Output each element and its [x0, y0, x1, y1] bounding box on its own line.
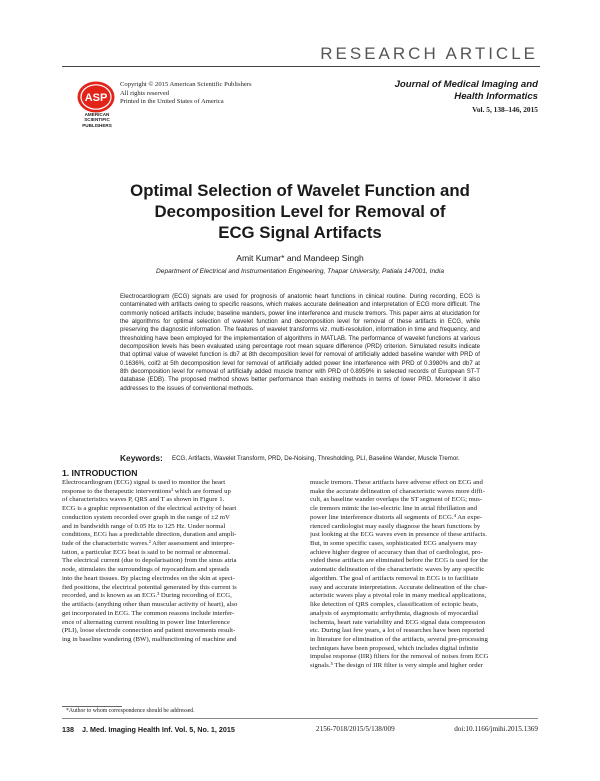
body-text-line: in literature for elimination of the artifacts, several pre-processing [310, 635, 488, 643]
journal-name-line: Health Informatics [454, 91, 538, 102]
body-text-line: cle tremors mimic the iso-electric line in atrial fibrillation and [310, 505, 478, 513]
body-text-line: The electrical current (due to depolarisation) from the sinus atria [62, 557, 237, 565]
body-text-line: easy and accurate interpretation. Accurate delineation of the char- [310, 583, 488, 591]
copyright-line: Copyright © 2015 American Scientific Publishers [120, 81, 252, 88]
abstract: Electrocardiogram (ECG) signals are used for prognosis of anatomic heart functions in clinical routine. During recording, ECG is contaminated with artifacts owing to specific reasons, which makes accurate delineation and interpretation of ECG more difficult. The commonly noticed artifacts include; baseline wanders, power line interference and muscle tremors. This paper aims at elucidation for the algorithms for optimal selection of wavelet function and decomposition level for removal of these artifacts in ECG, while preserving the diagnostic information. The features of wavelet transforms viz. multi-resolution, information in time and frequency, and thresholding have been employed for the implementation of algorithms in MATLAB. The performance of wavelet functions at various decomposition levels has been evaluated using percentage root mean square difference (PRD) criterion. Simulated results indicate that optimal value of wavelet function is db7 at 8th decomposition level for removal of artificially added baseline wander with PRD of 0.1636%, coif2 at 5th decomposition level for removal of artificially added power line interference with PRD of 0.3980% and db7 at 8th decomposition level for removal of artificially added muscle tremor with PRD of 0.8959% in selected records of European ST-T database (EDB). The proposed method shows better performance than existing methods in terms of lower PRD. Moreover it also addresses to the issues of conventional methods. [120, 293, 480, 392]
body-text-line: (PLI), loose electrode connection and patient movements result- [62, 627, 236, 635]
body-text-line: the artifacts (anything other than muscular activity of heart), also [62, 601, 238, 609]
footer-rule [62, 718, 538, 719]
journal-citation: J. Med. Imaging Health Inf. Vol. 5, No. 1, 2015 [82, 725, 235, 734]
body-text-line: impulse response (IIR) filters for the removal of noises from ECG [310, 653, 489, 661]
body-text-line: into the heart tissues. By placing electrodes on the skin at speci- [62, 574, 235, 582]
body-text-line: muscle tremors. These artifacts have adverse effect on ECG and [310, 479, 483, 486]
keywords [120, 455, 480, 463]
body-text-line: ence of alternating current resulting in power line Interference [62, 618, 230, 626]
publisher-line: SCIENTIFIC [84, 117, 110, 123]
authors: Amit Kumar* and Mandeep Singh [236, 253, 364, 263]
title-line: Optimal Selection of Wavelet Function and [130, 181, 470, 200]
body-text-line: analysis of asymptomatic arrhythmia, diagnosis of myocardial [310, 609, 479, 617]
body-text-line: ECG is a graphic representation of the electrical activity of heart [62, 505, 237, 513]
body-text-line: acteristic waves play a pivotal role in many medical applications, [310, 592, 487, 600]
body-text-line: automatic delineation of the characteristic waves by any specific [310, 566, 485, 574]
footnote: *Author to whom correspondence should be addressed. [66, 708, 195, 714]
body-text-line: signals.⁵ The design of IIR filter is very simple and higher order [310, 662, 483, 670]
body-text-line: node, stimulates the surroundings of myocardium and spreads [62, 566, 230, 574]
doi: doi:10.1166/jmihi.2015.1369 [454, 725, 538, 733]
body-text-line: Electrocardiogram (ECG) signal is used to monitor the heart [62, 479, 226, 486]
body-text-line: fied positions, the electrical potential generated by this current is [62, 583, 237, 591]
body-text-line: response to the therapeutic interventions¹ which are formed up [62, 487, 231, 495]
body-text-line: ischemia, heart rate variability and ECG signal data compression [310, 618, 486, 626]
section-heading: 1. INTRODUCTION [62, 468, 138, 478]
body-text-line: of characteristics waves P, QRS and T as shown in Figure 1. [62, 496, 225, 504]
body-text-line: tude of the characteristic waves.² After assessment and interpre- [62, 540, 235, 548]
left-column [62, 479, 290, 645]
header-rule [62, 66, 540, 67]
journal-volume: Vol. 5, 138–146, 2015 [472, 105, 538, 114]
title-line: ECG Signal Artifacts [218, 223, 382, 242]
body-text-line: get incorporated in ECG. The common reasons include interfer- [62, 609, 235, 617]
journal-info [395, 79, 538, 115]
body-text-line: conditions, ECG has a predictable direction, duration and ampli- [62, 531, 237, 539]
title-line: Decomposition Level for Removal of [154, 202, 446, 221]
body-text-line: and in bandwidth range of 0.05 Hz to 125 Hz. Under normal [62, 522, 226, 530]
copyright-notice [120, 81, 252, 107]
body-text-line: ing in baseline wandering (BW), malfunctioning of machine and [62, 635, 237, 643]
issn-code: 2156-7018/2015/5/138/009 [316, 725, 395, 733]
publisher-line: AMERICAN [84, 112, 110, 117]
footer-citation-group [62, 725, 235, 734]
body-text-line: like detection of QRS complex, classification of ectopic beats, [310, 601, 479, 609]
body-text-line: vided these artifacts are eliminated before the ECG is used for the [310, 557, 488, 565]
body-text-line: power line interference distorts all segments of ECG.⁴ An expe- [310, 513, 483, 521]
body-text-line: algorithm. The goal of artifacts removal in ECG is to facilitate [310, 574, 479, 582]
body-text-line: recorded, and is known as an ECG.³ During recording of ECG, [62, 592, 232, 600]
journal-name-line: Journal of Medical Imaging and [394, 79, 538, 90]
body-text-line: tation, a particular ECG beat is said to be normal or abnormal. [62, 548, 231, 556]
publisher-logo [76, 80, 116, 114]
right-column [310, 479, 538, 671]
copyright-line: All rights reserved [120, 89, 170, 97]
body-text-line: But, in some specific cases, sophisticated ECG analysers may [310, 540, 477, 548]
copyright-line: Printed in the United States of America [120, 98, 224, 106]
body-text-line: make the accurate delineation of characteristic waves more diffi- [310, 487, 485, 495]
body-text-line: cult, as baseline wander overlaps the ST segment of ECG; mus- [310, 496, 483, 504]
body-text-line: just looking at the ECG waves even in presence of these artifacts. [310, 531, 487, 539]
body-text-line: achieve higher degree of accuracy than that of cardiologist, pro- [310, 548, 483, 556]
publisher-name [74, 112, 120, 128]
keywords-text: ECG, Artifacts, Wavelet Transform, PRD, De-Noising, Thresholding, PLI, Baseline Wander, Muscle Tremor. [172, 455, 460, 462]
footnote-rule [62, 706, 122, 707]
publisher-line: PUBLISHERS [82, 122, 112, 128]
asp-logo-icon [76, 80, 116, 114]
logo-letters: ASP [84, 92, 108, 104]
body-text-line: conduction system recorded over graph in the range of ±2 mV [62, 513, 230, 521]
paper-title [62, 180, 538, 243]
page-footer [62, 725, 538, 737]
article-type-banner: RESEARCH ARTICLE [320, 44, 538, 63]
body-text-line: techniques have been proposed, which includes digital infinite [310, 644, 479, 652]
body-text-line: rienced cardiologist may easily diagnose the heart functions by [310, 522, 481, 530]
keywords-label: Keywords: [120, 453, 163, 463]
page-number: 138 [62, 725, 74, 734]
affiliation: Department of Electrical and Instrumentation Engineering, Thapar University, Patiala 147001, India [156, 268, 444, 275]
body-text-line: etc. During last few years, a lot of researches have been reported [310, 627, 485, 635]
